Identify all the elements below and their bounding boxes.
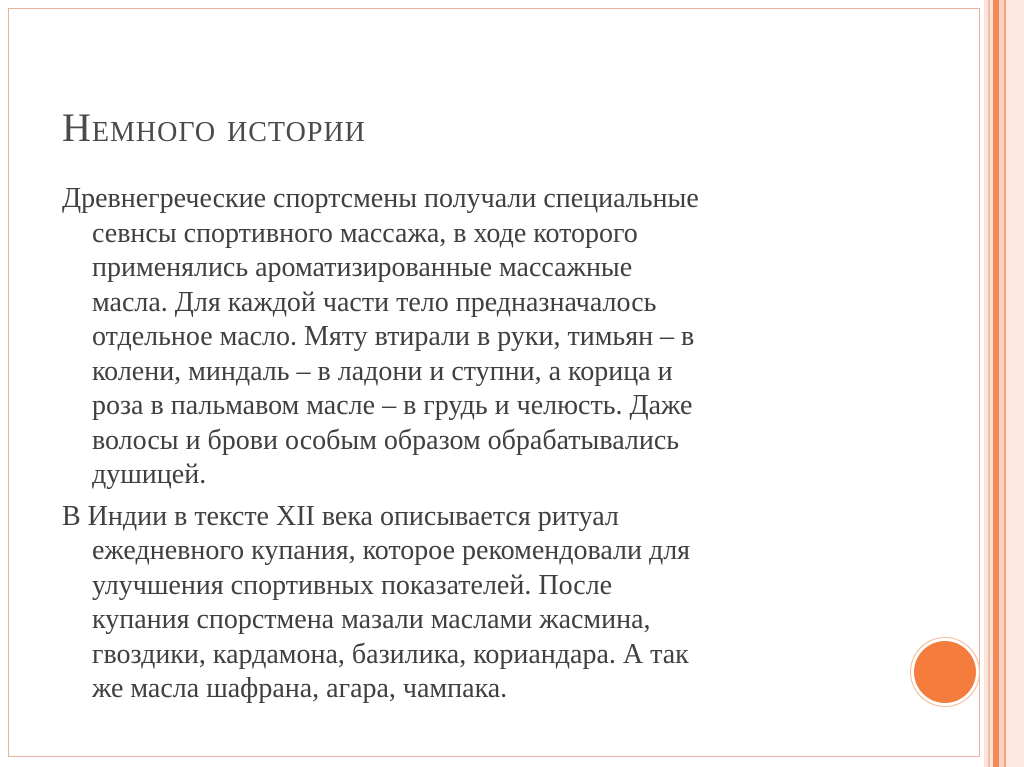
- slide-title: Немного истории: [62, 105, 366, 150]
- paragraph: [62, 500, 932, 707]
- text-line: ежедневного купания, которое рекомендовали для: [92, 535, 691, 566]
- text-line: колени, миндаль – в ладони и ступни, а корица и: [92, 355, 673, 387]
- text-line: В Индии в тексте XII века описывается ритуал: [62, 500, 619, 532]
- text-line: улучшения спортивных показателей. После: [92, 569, 613, 601]
- decorative-stripes: [984, 0, 1024, 767]
- text-line: купания спорстмена мазали маслами жасмина,: [92, 604, 651, 635]
- text-line: гвоздики, кардамона, базилика, кориандара. А так: [92, 638, 689, 670]
- slide-body: [62, 182, 932, 714]
- accent-circle: [914, 641, 976, 703]
- text-line: волосы и брови особым образом обрабатывались: [92, 424, 680, 456]
- text-line: отдельное масло. Мяту втирали в руки, тимьян – в: [92, 321, 695, 352]
- text-line: роза в пальмавом масле – в грудь и челюсть. Даже: [92, 390, 693, 421]
- text-line: же масла шафрана, агара, чампака.: [92, 673, 508, 704]
- paragraph: [62, 182, 932, 493]
- text-line: масла. Для каждой части тело предназначалось: [92, 286, 657, 318]
- text-line: применялись ароматизированные массажные: [92, 252, 633, 283]
- text-line: душицей.: [92, 459, 207, 490]
- text-line: Древнегреческие спортсмены получали специальные: [62, 183, 699, 214]
- text-line: севнсы спортивного массажа, в ходе которого: [92, 217, 638, 249]
